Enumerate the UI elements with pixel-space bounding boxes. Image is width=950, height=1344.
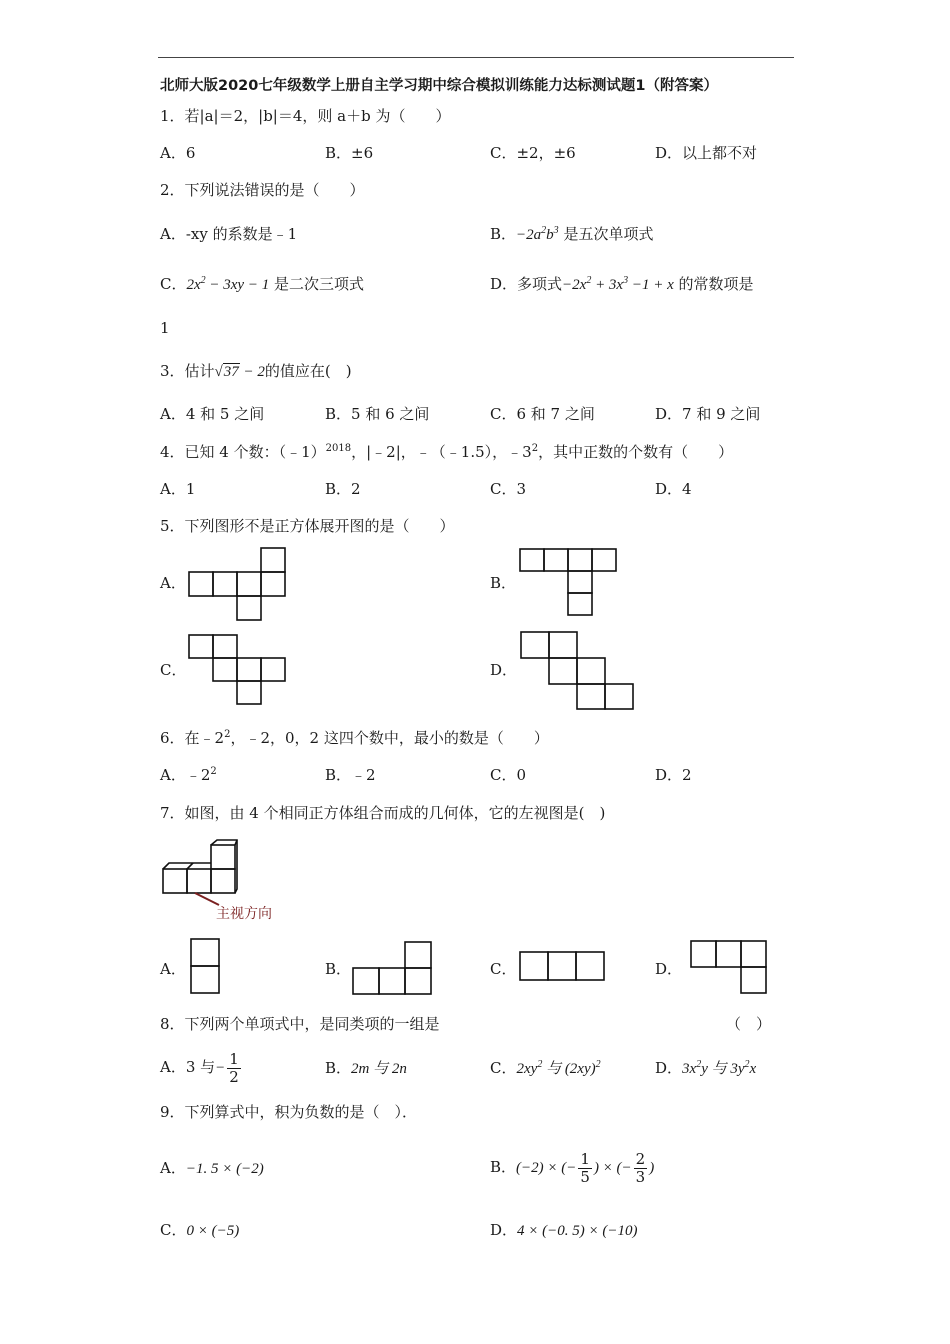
q6-option-c: C．0: [490, 766, 527, 784]
q2-stem: 2．下列说法错误的是（ ）: [160, 181, 365, 199]
q7-view-c: [519, 951, 607, 983]
q5-option-b: B．: [490, 574, 517, 592]
q7-view-a: [190, 938, 222, 996]
q8-option-b: B．2m 与 2n: [325, 1059, 407, 1077]
q8-stem: 8．下列两个单项式中，是同类项的一组是: [160, 1015, 440, 1033]
q6-option-b: B．﹣2: [325, 766, 376, 784]
page-title: 北师大版2020七年级数学上册自主学习期中综合模拟训练能力达标测试题1（附答案）: [160, 78, 718, 94]
q8-c-formula: $2xy^2$ 与 $(2xy)^2$: [516, 1059, 601, 1077]
q3-option-d: D．7 和 9 之间: [655, 405, 761, 423]
q9-a-formula: −1. 5 × (−2): [185, 1161, 264, 1177]
q1-option-d: D．以上都不对: [655, 144, 758, 162]
q7-cube-solid-figure: [157, 839, 239, 901]
q9-b-fraction-1: $\frac{1}{5}$: [580, 1149, 590, 1186]
q8-answer-paren: （ ）: [726, 1015, 772, 1033]
q9-stem: 9．下列算式中，积为负数的是（ ）．: [160, 1103, 418, 1121]
q4-stem: 4．已知 4 个数：（﹣1）$^{2018}$，|﹣2|，﹣（﹣1.5），$﹣3^2$，其中正数的个数有（ ）: [160, 443, 734, 461]
q8-option-d: D．$3x^2y$ 与 $3y^2x$: [655, 1059, 757, 1077]
q9-b-fraction-2: $\frac{2}{3}$: [635, 1149, 646, 1186]
q5-net-a: [188, 547, 290, 621]
q9-d-formula: 4 × (−0. 5) × (−10): [517, 1223, 638, 1239]
q7-view-b: [352, 940, 436, 996]
q3-stem: 3．估计√37 − 2的值应在( ): [160, 362, 352, 380]
q2-option-b: B．$-2a^2b^3$ 是五次单项式: [490, 225, 654, 243]
q7-view-direction-label: 主视方向: [216, 906, 272, 922]
q1-option-b: B．±6: [325, 144, 374, 162]
q3-option-a: A．4 和 5 之间: [160, 405, 265, 423]
q8-a-fraction: $\frac{1}{2}$: [229, 1049, 239, 1086]
header-rule: [158, 57, 794, 58]
q4-option-b: B．2: [325, 480, 361, 498]
q7-option-c: C．: [490, 960, 517, 978]
q8-b-formula: 2m 与 2n: [351, 1061, 407, 1077]
q3-sqrt-formula: √37 − 2: [214, 364, 265, 380]
q2-option-d-continued: 1: [160, 319, 170, 337]
q8-d-formula: $3x^2y$ 与 $3y^2x$: [682, 1059, 757, 1077]
q9-option-a: A．−1. 5 × (−2): [160, 1159, 264, 1177]
q6-option-d: D．2: [655, 766, 692, 784]
q2-b-formula: $-2a^2b^3$: [516, 225, 559, 243]
q5-stem: 5．下列图形不是正方体展开图的是（ ）: [160, 517, 455, 535]
q5-net-c: [188, 634, 288, 706]
q1-option-a: A．6: [160, 144, 196, 162]
q5-option-d: D．: [490, 661, 518, 679]
q9-option-b: B．(−2) × (− $\frac{1}{5}$ ) × (− $\frac{2}{3}$ ): [490, 1149, 655, 1186]
q9-option-d: D．4 × (−0. 5) × (−10): [490, 1221, 638, 1239]
q5-net-b: [519, 548, 619, 618]
q1-option-c: C．±2，±6: [490, 144, 576, 162]
q1-stem: 1．若|a|＝2，|b|＝4，则 a＋b 为（ ）: [160, 107, 451, 125]
q2-option-d: D．多项式$-2x^2 + 3x^3 -1 + x$ 的常数项是: [490, 275, 754, 293]
q2-option-c: C．$2x^2 - 3xy - 1$ 是二次三项式: [160, 275, 365, 293]
q4-option-c: C．3: [490, 480, 527, 498]
q5-net-d: [520, 631, 636, 711]
q3-option-c: C．6 和 7 之间: [490, 405, 595, 423]
q9-c-formula: 0 × (−5): [186, 1223, 240, 1239]
q7-stem: 7．如图，由 4 个相同正方体组合而成的几何体，它的左视图是( ): [160, 804, 606, 822]
q7-option-d: D．: [655, 960, 683, 978]
q7-view-d: [690, 940, 770, 996]
q5-option-a: A．: [160, 574, 186, 592]
q9-option-c: C．0 × (−5): [160, 1221, 240, 1239]
q8-option-c: C．$2xy^2$ 与 $(2xy)^2$: [490, 1059, 601, 1077]
q2-c-formula: $2x^2 - 3xy - 1$: [186, 275, 270, 293]
q2-d-formula: $-2x^2 + 3x^3 -1 + x$: [562, 275, 674, 293]
q8-option-a: A．3 与− $\frac{1}{2}$: [160, 1049, 239, 1086]
q4-option-a: A．1: [160, 480, 196, 498]
q6-stem: 6．在$﹣2^2$，﹣2，0，2 这四个数中，最小的数是（ ）: [160, 729, 549, 747]
q3-option-b: B．5 和 6 之间: [325, 405, 430, 423]
q2-option-a: A．-xy 的系数是﹣1: [160, 225, 298, 243]
q6-option-a: A．$﹣2^2$: [160, 766, 217, 784]
q7-option-a: A．: [160, 960, 186, 978]
q4-option-d: D．4: [655, 480, 692, 498]
q5-option-c: C．: [160, 661, 187, 679]
q7-option-b: B．: [325, 960, 352, 978]
